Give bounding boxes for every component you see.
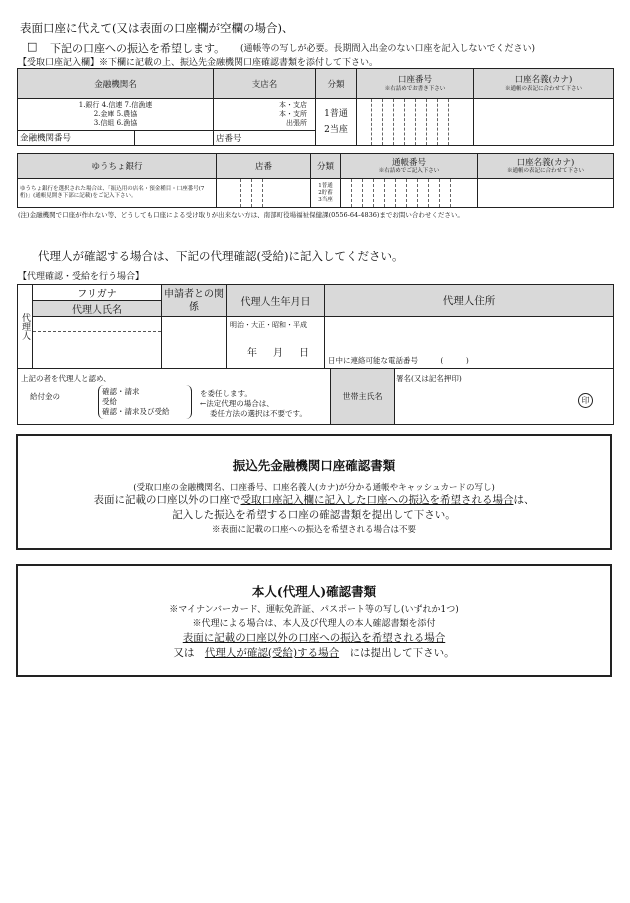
bank-doc-line-2: 表面に記載の口座以外の口座で受取口座記入欄に記入した口座への振込を希望される場合は、 — [93, 494, 535, 506]
name-header: 代理人氏名 — [33, 301, 162, 317]
yucho-type-header: 分類 — [311, 154, 341, 179]
type-header: 分類 — [316, 69, 357, 99]
bank-doc-title: 振込先金融機関口座確認書類 — [232, 458, 396, 473]
intro-note: (通帳等の写しが必要。長期間入出金のない口座を記入しないでください) — [240, 44, 536, 54]
branch-type-options[interactable]: 本・支店 本・支所 出張所 — [214, 99, 316, 131]
id-doc-title: 本人(代理人)確認書類 — [251, 584, 377, 599]
account-type-options[interactable]: 1普通 2当座 — [316, 99, 357, 146]
bank-type-options[interactable]: 1.銀行 4.信連 7.信漁連 2.金庫 5.農協 3.信組 6.漁協 — [18, 99, 214, 131]
bank-doc-line-3: 記入した振込を希望する口座の確認書類を提出して下さい。 — [172, 509, 456, 521]
agent-side-label: 代理人 — [18, 285, 33, 369]
account-checkbox[interactable]: □ — [27, 40, 38, 53]
account-no-header: 口座番号 ※右詰めでお書き下さい — [357, 69, 474, 99]
address-field[interactable]: 日中に連絡可能な電話番号 ( ) — [325, 317, 614, 369]
bank-doc-line-1: (受取口座の金融機関名、口座番号、口座名義人(カナ)が分かる通帳やキャッシュカードの写し) — [133, 483, 495, 493]
yucho-passbook-header: 通帳番号 ※右詰めでご記入下さい — [341, 154, 478, 179]
account-holder-field[interactable] — [474, 99, 614, 146]
holder-header: 口座名義(カナ) ※通帳の表記に合わせて下さい — [474, 69, 614, 99]
yucho-table — [17, 153, 614, 208]
signature-label: 署名(又は記名押印) — [396, 374, 462, 383]
address-header: 代理人住所 — [325, 285, 614, 317]
benefit-label: 給付金の — [30, 392, 60, 401]
agent-section-title: 【代理確認・受給を行う場合】 — [18, 272, 145, 282]
agent-name-field[interactable] — [33, 317, 162, 369]
relation-header: 申請者との関係 — [162, 285, 227, 317]
id-document-box — [16, 564, 612, 677]
yucho-footnote: (注)金融機関で口座が作れない等、どうしても口座による受け取りが出来ない方は、南部町役場福祉保健課(0556-64-4836)までお問い合わせください。 — [18, 211, 464, 219]
bank-account-table — [17, 68, 614, 146]
bank-document-box — [16, 434, 612, 550]
dob-field[interactable]: 明治・大正・昭和・平成 年 月 日 — [227, 317, 325, 369]
agent-table — [17, 284, 614, 369]
id-doc-line-3: 表面に記載の口座以外の口座への振込を希望される場合 — [182, 632, 446, 644]
delegation-options[interactable]: 確認・請求 受給 確認・請求及び受給 — [98, 385, 192, 419]
yucho-type-options[interactable]: 1普通 2貯蓄 3当座 — [311, 179, 341, 208]
yucho-bank-header: ゆうちょ銀行 — [18, 154, 217, 179]
branch-code-field[interactable]: 店番号 — [214, 131, 316, 146]
branch-header: 支店名 — [214, 69, 316, 99]
intro-line-1: 表面口座に代えて(又は表面の口座欄が空欄の場合)、 — [20, 21, 294, 35]
id-doc-line-2: ※代理による場合は、本人及び代理人の本人確認書類を添付 — [192, 619, 436, 629]
delegation-row — [17, 369, 614, 425]
agent-intro: 代理人が確認する場合は、下記の代理確認(受給)に記入してください。 — [38, 249, 404, 263]
account-number-field[interactable] — [357, 99, 474, 146]
yucho-note: ゆうちょ銀行を選択された場合は、「振込用の店名・預金種目・口座番号(7桁)」(通帳見開き下部に記載)をご記入下さい。 — [18, 179, 217, 208]
delegate-line: 上記の者を代理人と認め、 — [21, 374, 111, 383]
yucho-store-header: 店番 — [217, 154, 311, 179]
yucho-holder-header: 口座名義(カナ) ※通帳の表記に合わせて下さい — [478, 154, 614, 179]
householder-label: 世帯主氏名 — [330, 369, 395, 424]
dob-header: 代理人生年月日 — [227, 285, 325, 317]
bank-name-header: 金融機関名 — [18, 69, 214, 99]
yucho-passbook-field[interactable] — [341, 179, 478, 208]
bank-code-field[interactable]: 金融機関番号 — [18, 131, 214, 146]
entrust-text: を委任します。 ←法定代理の場合は、 委任方法の選択は不要です。 — [200, 389, 307, 418]
bank-doc-line-4: ※表面に記載の口座への振込を希望される場合は不要 — [211, 525, 416, 535]
yucho-holder-field[interactable] — [478, 179, 614, 208]
id-doc-line-1: ※マイナンバーカード、運転免許証、パスポート等の写し(いずれか1つ) — [169, 605, 459, 615]
seal-mark[interactable]: 印 — [578, 393, 593, 408]
id-doc-line-4: 又は 代理人が確認(受給)する場合 には提出して下さい。 — [173, 647, 455, 659]
yucho-store-field[interactable] — [217, 179, 311, 208]
intro-line-2: 下記の口座への振込を希望します。 — [50, 42, 226, 55]
bank-section-title: 【受取口座記入欄】※下欄に記載の上、振込先金融機関口座確認書類を添付して下さい。 — [18, 58, 379, 68]
furigana-label: フリガナ — [33, 285, 162, 301]
relation-field[interactable] — [162, 317, 227, 369]
